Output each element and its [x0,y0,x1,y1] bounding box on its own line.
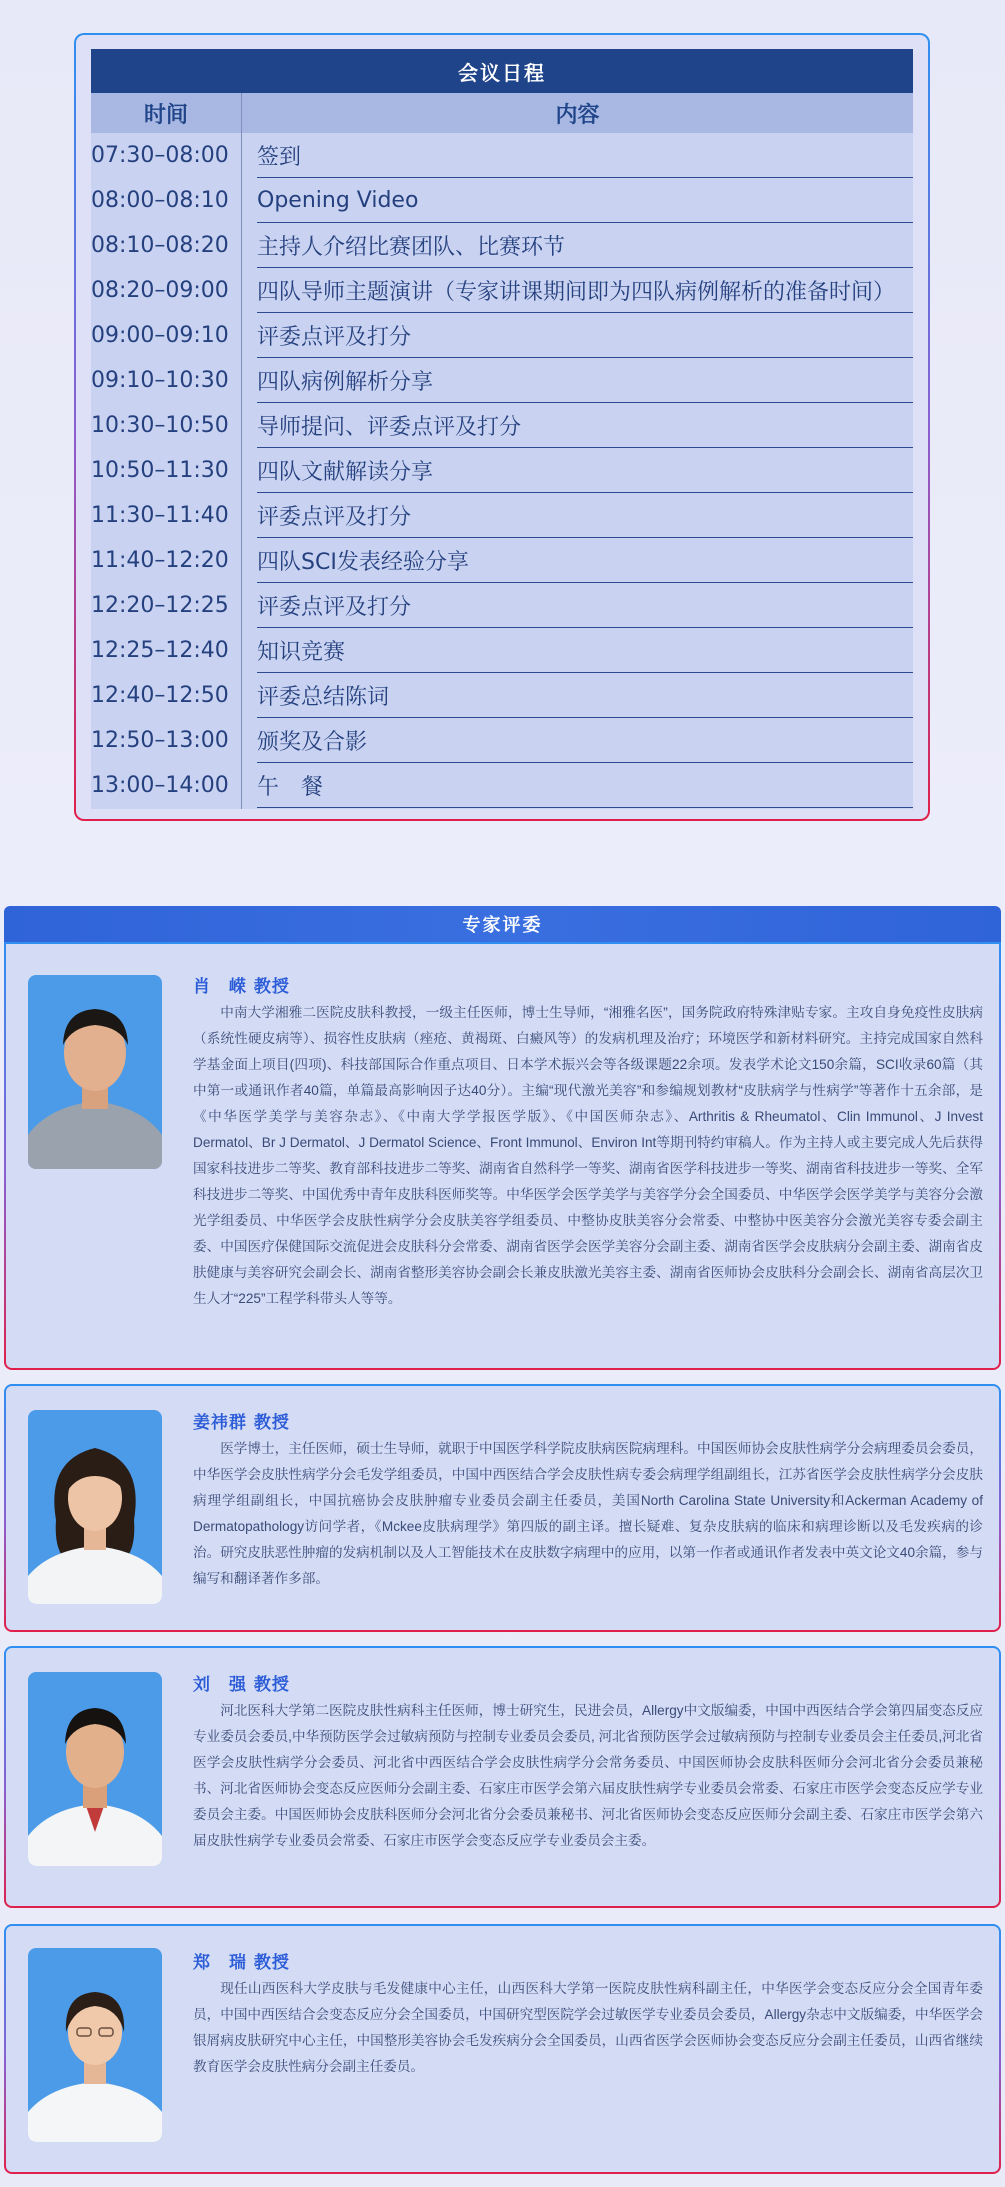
expert-card-3 [4,1646,1001,1908]
expert-bio: 现任山西医科大学皮肤与毛发健康中心主任，山西医科大学第一医院皮肤性病科副主任，中华医学会变态反应分会全国青年委员，中国中西医结合会变态反应分会全国委员，中国研究型医院学会过敏医学专业委员会委员，Allergy杂志中文版编委，中华医学会银屑病皮肤研究中心主任，中国整形美容协会毛发疾病分会全国委员，山西省医学会医师协会变态反应分会副主任委员，山西省继续教育医学会皮肤性病分会副主任委员。 [193,1981,983,2074]
row-time: 09:10–10:30 [91,368,229,393]
row-content: 四队SCI发表经验分享 [257,538,913,583]
expert-card-2 [4,1384,1001,1632]
row-time: 08:10–08:20 [91,233,229,258]
row-time: 11:30–11:40 [91,503,229,528]
expert-photo [28,1948,162,2142]
expert-photo [28,975,162,1169]
header-content: 内容 [555,102,600,128]
expert-bio: 医学博士，主任医师，硕士生导师，就职于中国医学科学院皮肤病医院病理科。中国医师协会皮肤性病学分会病理委员会委员，中华医学会皮肤性病学分会毛发学组委员，中国中西医结合学会皮肤性病专委会病理学组副组长，江苏省医学会皮肤性病学分会皮肤病理学组副组长，中国抗癌协会皮肤肿瘤专业委员会副主任委员，美国North Carolina State University和Ackerman Academy of Dermatopathology访问学者，《Mckee皮肤病理学》第四版的副主译。擅长疑难、复杂皮肤病的临床和病理诊断以及毛发疾病的诊治。研究皮肤恶性肿瘤的发病机制以及人工智能技术在皮肤数字病理中的应用，以第一作者或通讯作者发表中英文论文40余篇，参与编写和翻译著作多部。 [193,1441,983,1586]
experts-section-title: 专家评委 [4,906,1001,942]
expert-photo [28,1410,162,1604]
row-content: 评委点评及打分 [257,493,913,538]
row-content: 四队病例解析分享 [257,358,913,403]
row-time: 12:20–12:25 [91,593,229,618]
expert-name: 郑 瑞 教授 [193,1953,290,1973]
row-content: 评委点评及打分 [257,583,913,628]
table-row [91,403,913,448]
row-time: 08:00–08:10 [91,188,229,213]
table-row [91,448,913,493]
table-row [91,763,913,808]
row-content: 四队导师主题演讲（专家讲课期间即为四队病例解析的准备时间） [257,268,913,313]
row-time: 12:40–12:50 [91,683,229,708]
row-time: 10:30–10:50 [91,413,229,438]
expert-name: 肖 嵘 教授 [193,977,290,997]
row-content: 四队文献解读分享 [257,448,913,493]
schedule-card [74,33,930,821]
table-row [91,493,913,538]
schedule-header-row [91,93,913,133]
row-time: 10:50–11:30 [91,458,229,483]
avatar [28,1672,162,1866]
table-row [91,673,913,718]
row-time: 11:40–12:20 [91,548,229,573]
table-row [91,358,913,403]
row-content: 导师提问、评委点评及打分 [257,403,913,448]
row-content: 颁奖及合影 [257,718,913,763]
expert-bio: 中南大学湘雅二医院皮肤科教授，一级主任医师，博士生导师，“湘雅名医”，国务院政府特殊津贴专家。主攻自身免疫性皮肤病（系统性硬皮病等）、损容性皮肤病（痤疮、黄褐斑、白癜风等）的发病机理及治疗；环境医学和新材料研究。主持完成国家自然科学基金面上项目(四项)、科技部国际合作重点项目、日本学术振兴会等各级课题22余项。发表学术论文150余篇，SCI收录60篇（其中第一或通讯作者40篇，单篇最高影响因子达40分）。主编“现代激光美容”和参编规划教材“皮肤病学与性病学”等著作十五余部，是《中华医学美学与美容杂志》、《中南大学学报医学版》、《中国医师杂志》、Arthritis & Rheumatol、Clin Immunol、J Invest Dermatol、Br J Dermatol、J Dermatol Science、Front Immunol、Environ Int等期刊特约审稿人。作为主持人或主要完成人先后获得国家科技进步二等奖、教育部科技进步二等奖、湖南省自然科学一等奖、湖南省医学科技进步一等奖、湖南省科技进步一等奖、全军科技进步二等奖、中国优秀中青年皮肤科医师奖等。中华医学会医学美学与美容学分会全国委员、中华医学会医学美学与美容分会激光学组委员、中华医学会皮肤性病学分会皮肤美容学组委员、中整协皮肤美容分会常委、中整协中医美容分会激光美容专委会副主委、中国医疗保健国际交流促进会皮肤科分会常委、湖南省医学会医学美容分会副主委、湖南省医学会皮肤病分会副主委、湖南省皮肤健康与美容研究会副会长、湖南省整形美容协会副会长兼皮肤激光美容主委、湖南省医师协会皮肤科分会副会长、湖南省高层次卫生人才“225”工程学科带头人等等。 [193,1005,983,1306]
expert-name: 姜祎群 教授 [193,1413,290,1433]
expert-photo [28,1672,162,1866]
expert-card-1 [4,942,1001,1370]
table-row [91,178,913,223]
row-content: Opening Video [257,178,913,223]
schedule-title: 会议日程 [91,49,913,93]
row-time: 12:50–13:00 [91,728,229,753]
row-time: 07:30–08:00 [91,143,229,168]
table-row [91,268,913,313]
row-content: 主持人介绍比赛团队、比赛环节 [257,223,913,268]
table-row [91,718,913,763]
expert-bio: 河北医科大学第二医院皮肤性病科主任医师，博士研究生，民进会员，Allergy中文版编委，中国中西医结合学会第四届变态反应专业委员会委员,中华预防医学会过敏病预防与控制专业委员会委员, 河北省预防医学会过敏病预防与控制专业委员会主任委员,河北省医学会皮肤性病学分会委员、河北省中西医结合学会皮肤性病学分会常务委员、中国医师协会皮肤科医师分会河北省分会委员兼秘书、河北省医师协会变态反应医师分会副主委、石家庄市医学会第六届皮肤性病学专业委员会常委、石家庄市医学会变态反应学专业委员会主委。中国医师协会皮肤科医师分会河北省分会委员兼秘书、河北省医师协会变态反应医师分会副主委、石家庄市医学会第六届皮肤性病学专业委员会常委、石家庄市医学会变态反应学专业委员会主委。 [193,1703,983,1848]
table-row [91,223,913,268]
row-content: 评委总结陈词 [257,673,913,718]
row-time: 08:20–09:00 [91,278,229,303]
row-content: 签到 [257,133,913,178]
table-row [91,133,913,178]
avatar [28,1948,162,2142]
expert-name: 刘 强 教授 [193,1675,290,1695]
row-time: 13:00–14:00 [91,773,229,798]
table-row [91,538,913,583]
expert-card-4 [4,1924,1001,2174]
row-time: 12:25–12:40 [91,638,229,663]
header-time: 时间 [91,93,242,133]
table-row [91,628,913,673]
row-content: 午 餐 [257,763,913,808]
avatar [28,975,162,1169]
table-row [91,583,913,628]
table-row [91,313,913,358]
avatar [28,1410,162,1604]
row-content: 评委点评及打分 [257,313,913,358]
schedule-table-body [91,133,913,809]
row-time: 09:00–09:10 [91,323,229,348]
row-content: 知识竞赛 [257,628,913,673]
